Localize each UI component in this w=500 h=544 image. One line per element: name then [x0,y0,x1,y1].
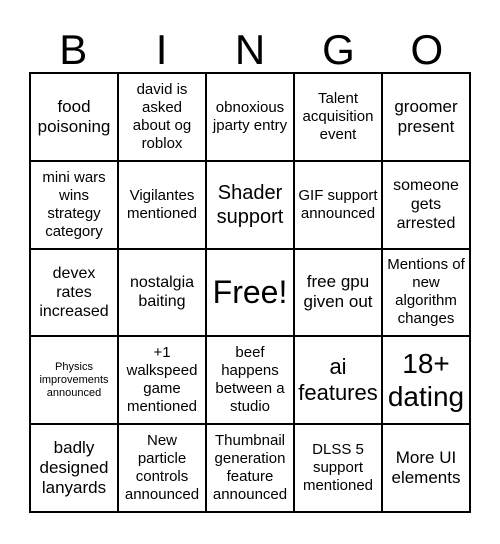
bingo-cell[interactable] [206,161,294,249]
bingo-cell[interactable] [294,73,382,161]
bingo-cell-text: More UI elements [391,447,461,488]
bingo-cell-text: Thumbnail generation feature announced [212,432,288,504]
bingo-cell[interactable] [118,336,206,424]
bingo-cell-text: Physics improvements announced [39,360,109,399]
bingo-cell[interactable] [206,336,294,424]
bingo-cell-text: 18+ dating [387,347,465,413]
bingo-cell[interactable] [30,249,118,337]
bingo-cell-text: david is asked about og roblox [132,80,192,152]
bingo-cell-text: obnoxious jparty entry [212,98,288,134]
bingo-cell[interactable] [294,336,382,424]
bingo-header [29,28,471,72]
bingo-cell-text: DLSS 5 support mentioned [302,441,374,495]
bingo-cell-text: badly designed lanyards [39,437,109,498]
header-letter-o: O [410,26,444,73]
bingo-cell-text: someone gets arrested [393,176,459,233]
bingo-cell[interactable] [30,73,118,161]
bingo-cell[interactable] [294,249,382,337]
bingo-cell-text: food poisoning [37,96,111,136]
bingo-cell[interactable] [30,161,118,249]
bingo-cell[interactable] [118,161,206,249]
bingo-cell[interactable] [382,161,470,249]
bingo-cell-text: Vigilantes mentioned [126,186,198,222]
bingo-cell[interactable] [118,424,206,512]
bingo-cell-text: Shader support [216,181,284,228]
bingo-grid [29,72,471,513]
bingo-cell[interactable] [118,249,206,337]
bingo-cell-text: beef happens between a studio [215,344,285,416]
bingo-free-cell[interactable] [206,249,294,337]
header-letter-b: B [59,26,88,73]
bingo-cell[interactable] [30,424,118,512]
bingo-cell[interactable] [294,161,382,249]
bingo-cell[interactable] [118,73,206,161]
bingo-cell-text: New particle controls announced [124,432,200,504]
bingo-cell[interactable] [30,336,118,424]
bingo-cell-text: devex rates increased [39,264,109,321]
bingo-cell-text: nostalgia baiting [129,274,195,311]
header-letter-i: I [155,26,168,73]
header-letter-g: G [322,26,355,73]
bingo-cell[interactable] [382,424,470,512]
bingo-cell-text: Talent acquisition event [302,89,374,143]
bingo-cell[interactable] [382,336,470,424]
bingo-cell-text: Free! [212,274,288,311]
bingo-cell-text: Mentions of new algorithm changes [387,256,465,328]
header-letter-n: N [234,26,266,73]
bingo-cell[interactable] [294,424,382,512]
bingo-cell-text: GIF support announced [298,186,378,222]
bingo-cell[interactable] [206,424,294,512]
bingo-cell[interactable] [382,73,470,161]
bingo-cell[interactable] [206,73,294,161]
bingo-cell-text: mini wars wins strategy category [42,168,106,240]
bingo-cell-text: ai features [298,353,378,406]
bingo-cell-text: free gpu given out [303,272,373,312]
bingo-cell[interactable] [382,249,470,337]
bingo-cell-text: groomer present [394,96,458,136]
bingo-cell-text: +1 walkspeed game mentioned [126,344,198,416]
